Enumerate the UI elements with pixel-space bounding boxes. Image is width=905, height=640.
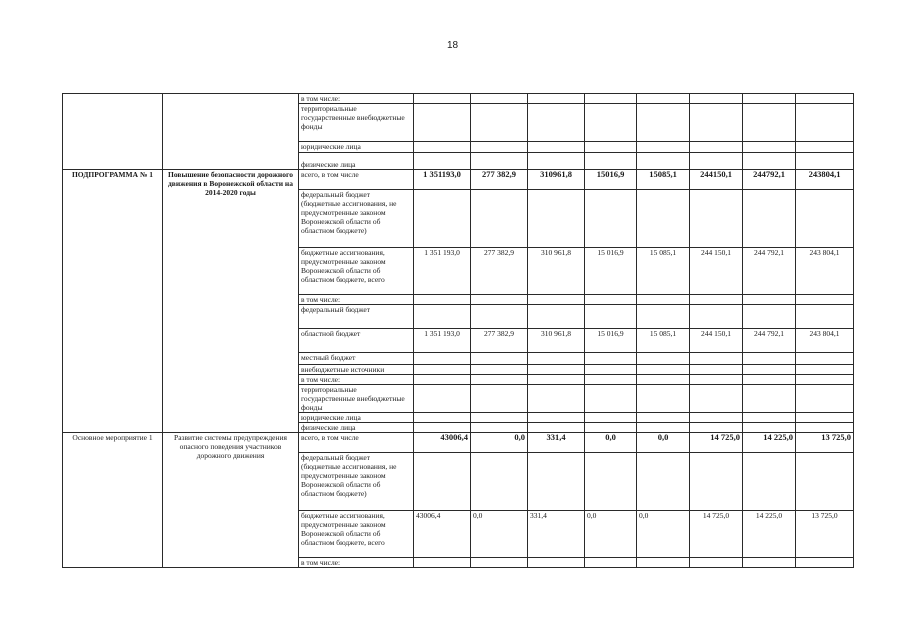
value-cell: 310 961,8 [528,329,585,353]
source-label: физические лица [299,153,414,170]
source-label: федеральный бюджет [299,305,414,329]
value-cell: 244 150,1 [690,248,743,295]
value-cell: 244 792,1 [743,248,796,295]
value-cell: 14 225,0 [743,433,796,453]
value-cell: 310 961,8 [528,248,585,295]
source-label: бюджетные ассигнования, предусмотренные законом Воронежской области об областном бюджете, всего [299,248,414,295]
value-cell: 277 382,9 [471,170,528,190]
table-row [63,170,854,190]
value-cell: 331,4 [528,511,585,558]
value-cell: 0,0 [471,433,528,453]
source-label: местный бюджет [299,353,414,365]
source-label: физические лица [299,423,414,433]
table-row [63,433,854,453]
value-cell: 0,0 [637,433,690,453]
source-label: всего, в том числе [299,170,414,190]
source-label: федеральный бюджет (бюджетные ассигнования, не предусмотренные законом Воронежской области об областном бюджете) [299,453,414,511]
page-number: 18 [446,40,459,51]
value-cell: 15 016,9 [585,329,637,353]
value-cell: 14 725,0 [690,511,743,558]
source-label: территориальные государственные внебюджетные фонды [299,104,414,142]
status-cell [63,94,163,170]
value-cell: 15085,1 [637,170,690,190]
value-cell: 277 382,9 [471,248,528,295]
source-label: бюджетные ассигнования, предусмотренные законом Воронежской области об областном бюджете, всего [299,511,414,558]
source-label: территориальные государственные внебюджетные фонды [299,385,414,413]
financing-table [62,93,854,568]
source-label: областной бюджет [299,329,414,353]
value-cell: 15 085,1 [637,248,690,295]
value-cell: 14 725,0 [690,433,743,453]
table-row [63,94,854,104]
value-cell: 0,0 [585,433,637,453]
value-cell: 331,4 [528,433,585,453]
value-cell: 15 085,1 [637,329,690,353]
value-cell: 0,0 [585,511,637,558]
value-cell: 244792,1 [743,170,796,190]
value-cell: 1 351193,0 [414,170,471,190]
value-cell: 310961,8 [528,170,585,190]
value-cell: 13 725,0 [796,511,854,558]
source-label: юридические лица [299,142,414,153]
value-cell: 244 792,1 [743,329,796,353]
source-label: юридические лица [299,413,414,423]
source-label: в том числе: [299,295,414,305]
value-cell: 277 382,9 [471,329,528,353]
value-cell: 243 804,1 [796,329,854,353]
value-cell: 13 725,0 [796,433,854,453]
value-cell: 15 016,9 [585,248,637,295]
value-cell: 0,0 [471,511,528,558]
value-cell: 244150,1 [690,170,743,190]
value-cell: 0,0 [637,511,690,558]
value-cell: 244 150,1 [690,329,743,353]
source-label: в том числе: [299,558,414,568]
value-cell: 43006,4 [414,433,471,453]
name-cell [163,94,299,170]
subprogram-status: ПОДПРОГРАММА № 1 [63,170,163,433]
activity-name: Развитие системы предупреждения опасного поведения участников дорожного движения [163,433,299,568]
value-cell: 43006,4 [414,511,471,558]
value-cell: 15016,9 [585,170,637,190]
source-label: в том числе: [299,375,414,385]
source-label: федеральный бюджет (бюджетные ассигнования, не предусмотренные законом Воронежской области об областном бюджете) [299,190,414,248]
source-label: в том числе: [299,94,414,104]
value-cell: 243 804,1 [796,248,854,295]
activity-status: Основное мероприятие 1 [63,433,163,568]
value-cell: 1 351 193,0 [414,248,471,295]
source-label: внебюджетные источники [299,365,414,375]
value-cell: 243804,1 [796,170,854,190]
value-cell: 1 351 193,0 [414,329,471,353]
value-cell: 14 225,0 [743,511,796,558]
source-label: всего, в том числе [299,433,414,453]
subprogram-name: Повышение безопасности дорожного движения в Воронежской области на 2014-2020 годы [163,170,299,433]
